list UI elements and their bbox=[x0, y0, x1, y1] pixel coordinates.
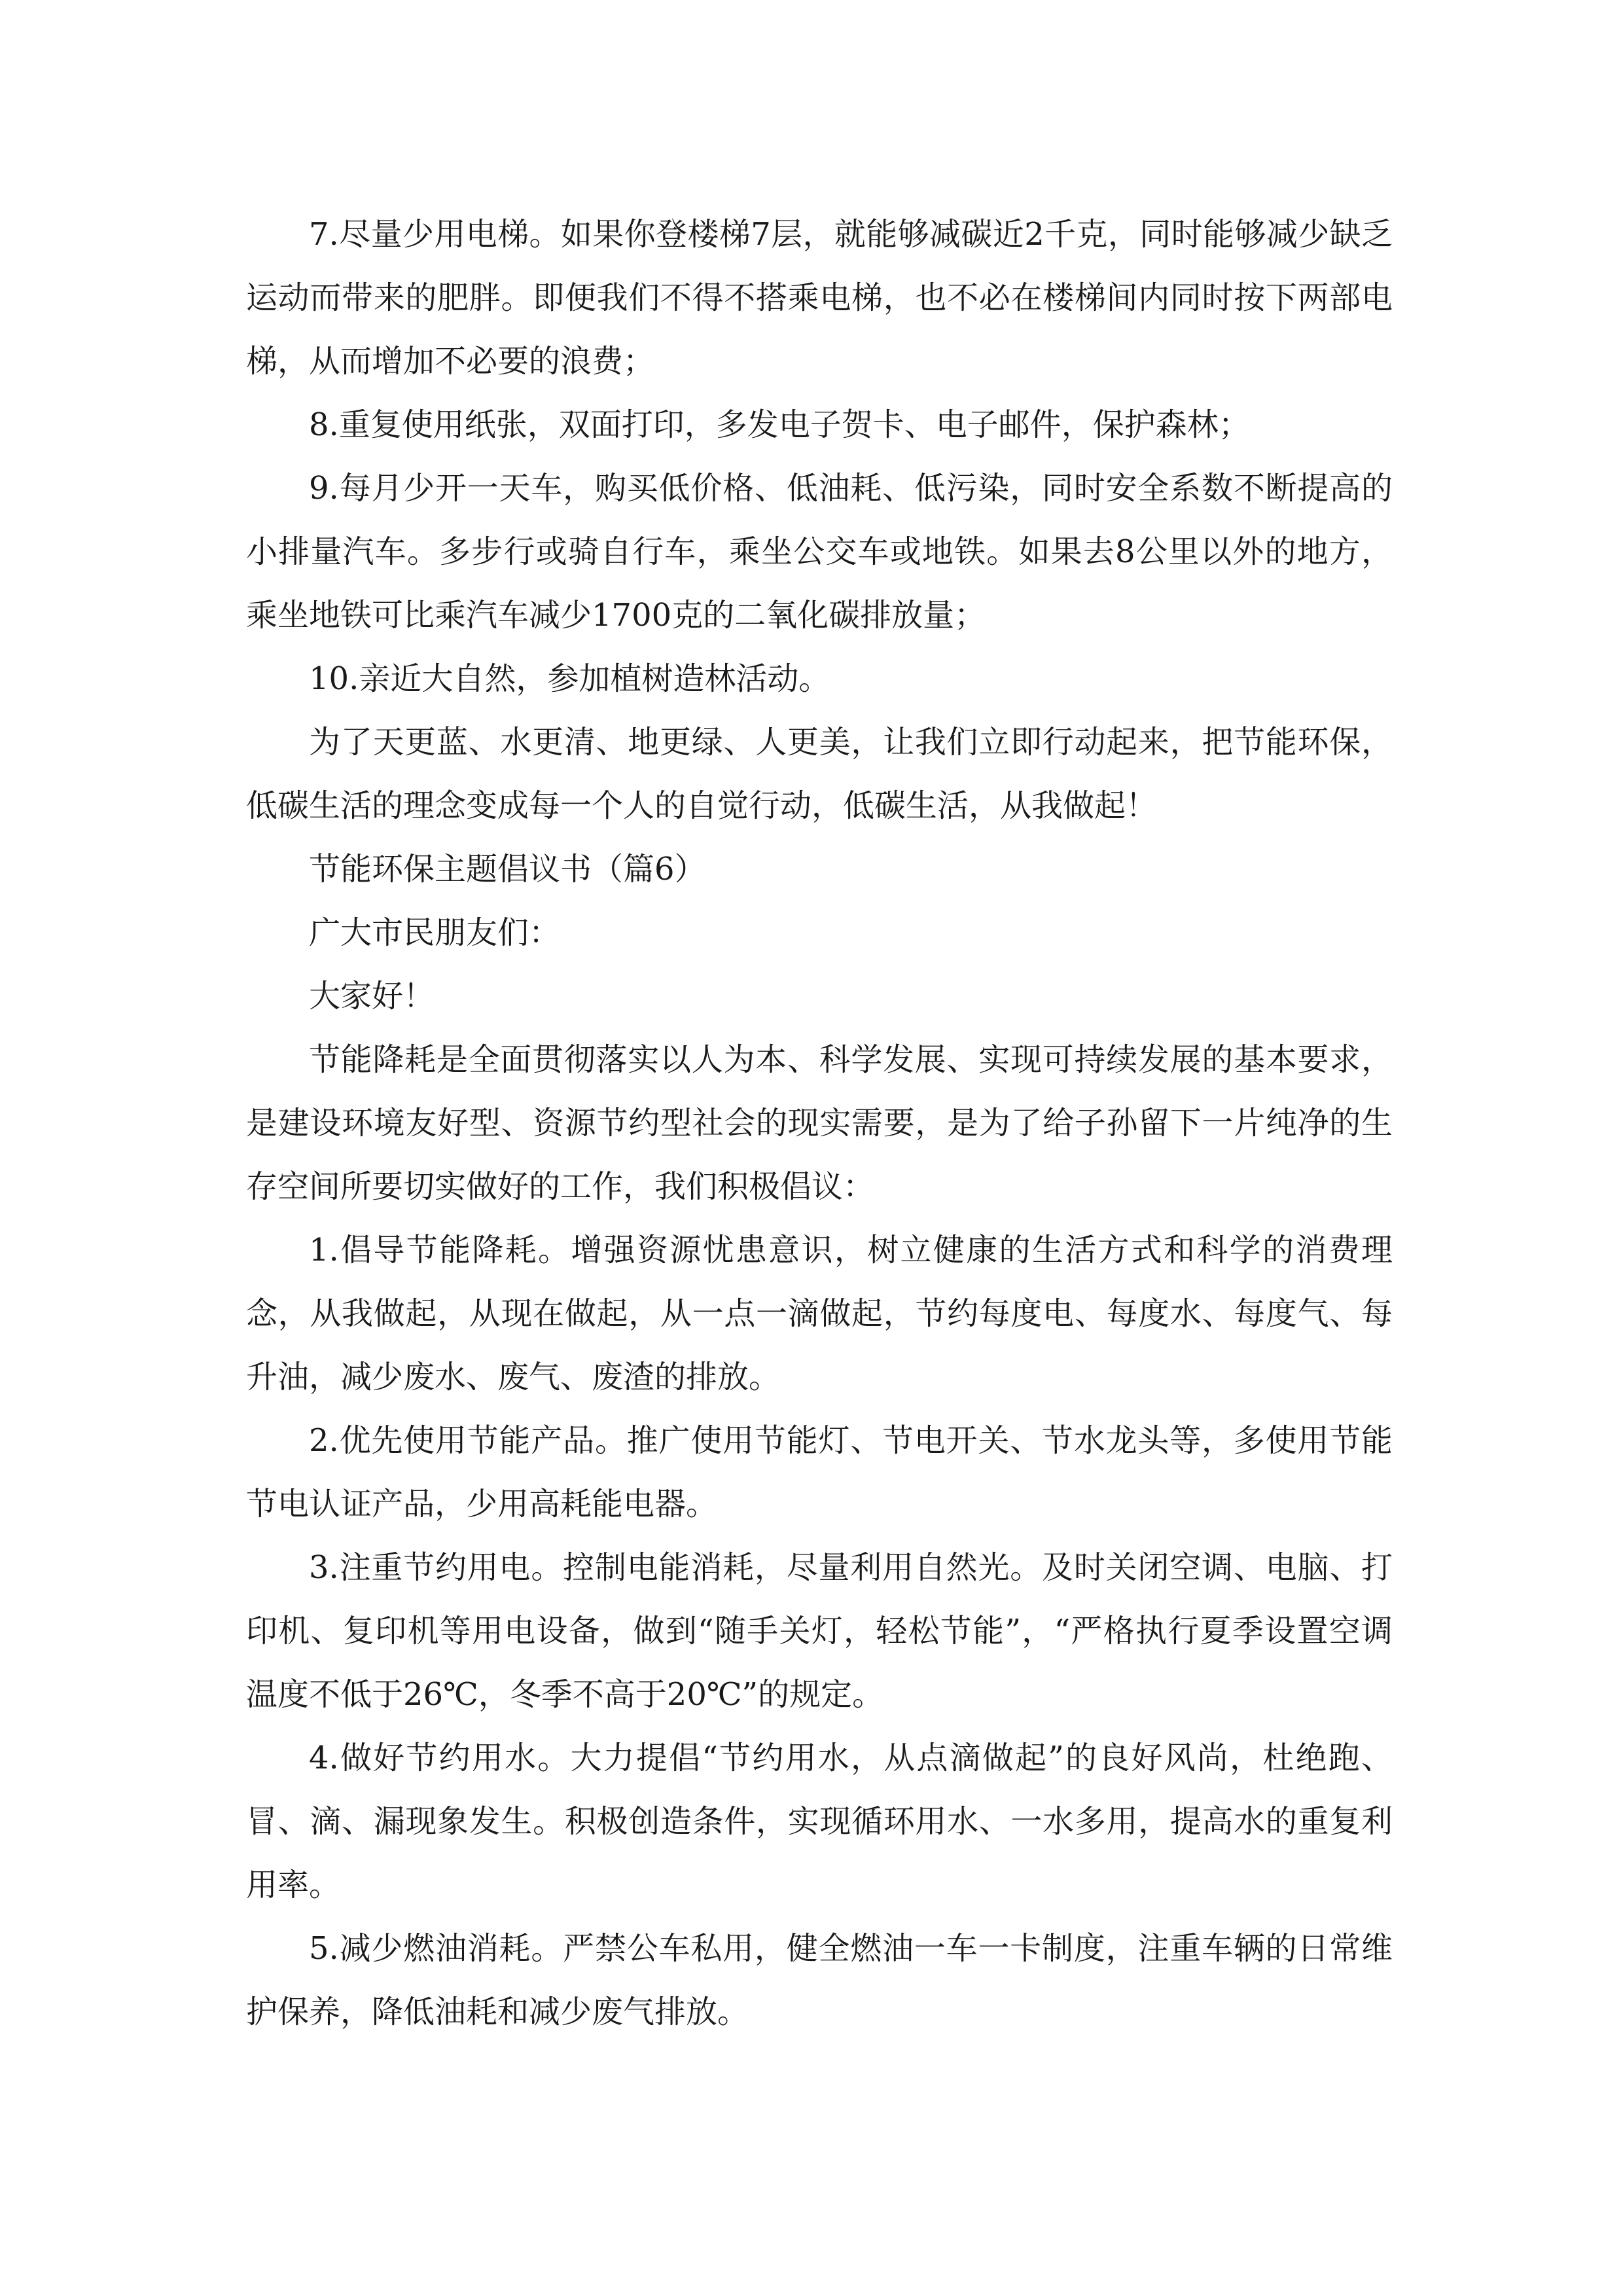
paragraph-item-7: 7.尽量少用电梯。如果你登楼梯7层，就能够减碳近2千克，同时能够减少缺乏运动而带来的肥胖。即便我们不得不搭乘电梯，也不必在楼梯间内同时按下两部电梯，从而增加不必要的浪费； bbox=[246, 216, 1393, 380]
proposal-item-5: 5.减少燃油消耗。严禁公车私用，健全燃油一车一卡制度，注重车辆的日常维护保养，降低油耗和减少废气排放。 bbox=[246, 1930, 1393, 2030]
proposal-item-1: 1.倡导节能降耗。增强资源忧患意识，树立健康的生活方式和科学的消费理念，从我做起，从现在做起，从一点一滴做起，节约每度电、每度水、每度气、每升油，减少废水、废气、废渣的排放。 bbox=[246, 1232, 1393, 1395]
document-body bbox=[246, 203, 1393, 2044]
paragraph-item-8: 8.重复使用纸张，双面打印，多发电子贺卡、电子邮件，保护森林； bbox=[309, 406, 1250, 443]
section-title: 节能环保主题倡议书（篇6） bbox=[309, 851, 706, 888]
paragraph-intro: 节能降耗是全面贯彻落实以人为本、科学发展、实现可持续发展的基本要求，是建设环境友好型、资源节约型社会的现实需要，是为了给子孙留下一片纯净的生存空间所要切实做好的工作，我们积极倡议： bbox=[246, 1041, 1393, 1205]
paragraph-closing: 为了天更蓝、水更清、地更绿、人更美，让我们立即行动起来，把节能环保，低碳生活的理念变成每一个人的自觉行动，低碳生活，从我做起！ bbox=[246, 724, 1393, 824]
salutation: 广大市民朋友们： bbox=[309, 914, 561, 951]
proposal-item-4: 4.做好节约用水。大力提倡“节约用水，从点滴做起”的良好风尚，杜绝跑、冒、滴、漏现象发生。积极创造条件，实现循环用水、一水多用，提高水的重复利用率。 bbox=[246, 1740, 1393, 1903]
paragraph-item-9: 9.每月少开一天车，购买低价格、低油耗、低污染，同时安全系数不断提高的小排量汽车。多步行或骑自行车，乘坐公交车或地铁。如果去8公里以外的地方，乘坐地铁可比乘汽车减少1700克的二氧化碳排放量； bbox=[246, 470, 1393, 634]
proposal-item-3: 3.注重节约用电。控制电能消耗，尽量利用自然光。及时关闭空调、电脑、打印机、复印机等用电设备，做到“随手关灯，轻松节能”，“严格执行夏季设置空调温度不低于26℃，冬季不高于20℃”的规定。 bbox=[246, 1549, 1393, 1713]
paragraph-item-10: 10.亲近大自然，参加植树造林活动。 bbox=[309, 660, 830, 697]
proposal-item-2: 2.优先使用节能产品。推广使用节能灯、节电开关、节水龙头等，多使用节能节电认证产品，少用高耗能电器。 bbox=[246, 1422, 1393, 1522]
greeting: 大家好！ bbox=[309, 978, 435, 1014]
